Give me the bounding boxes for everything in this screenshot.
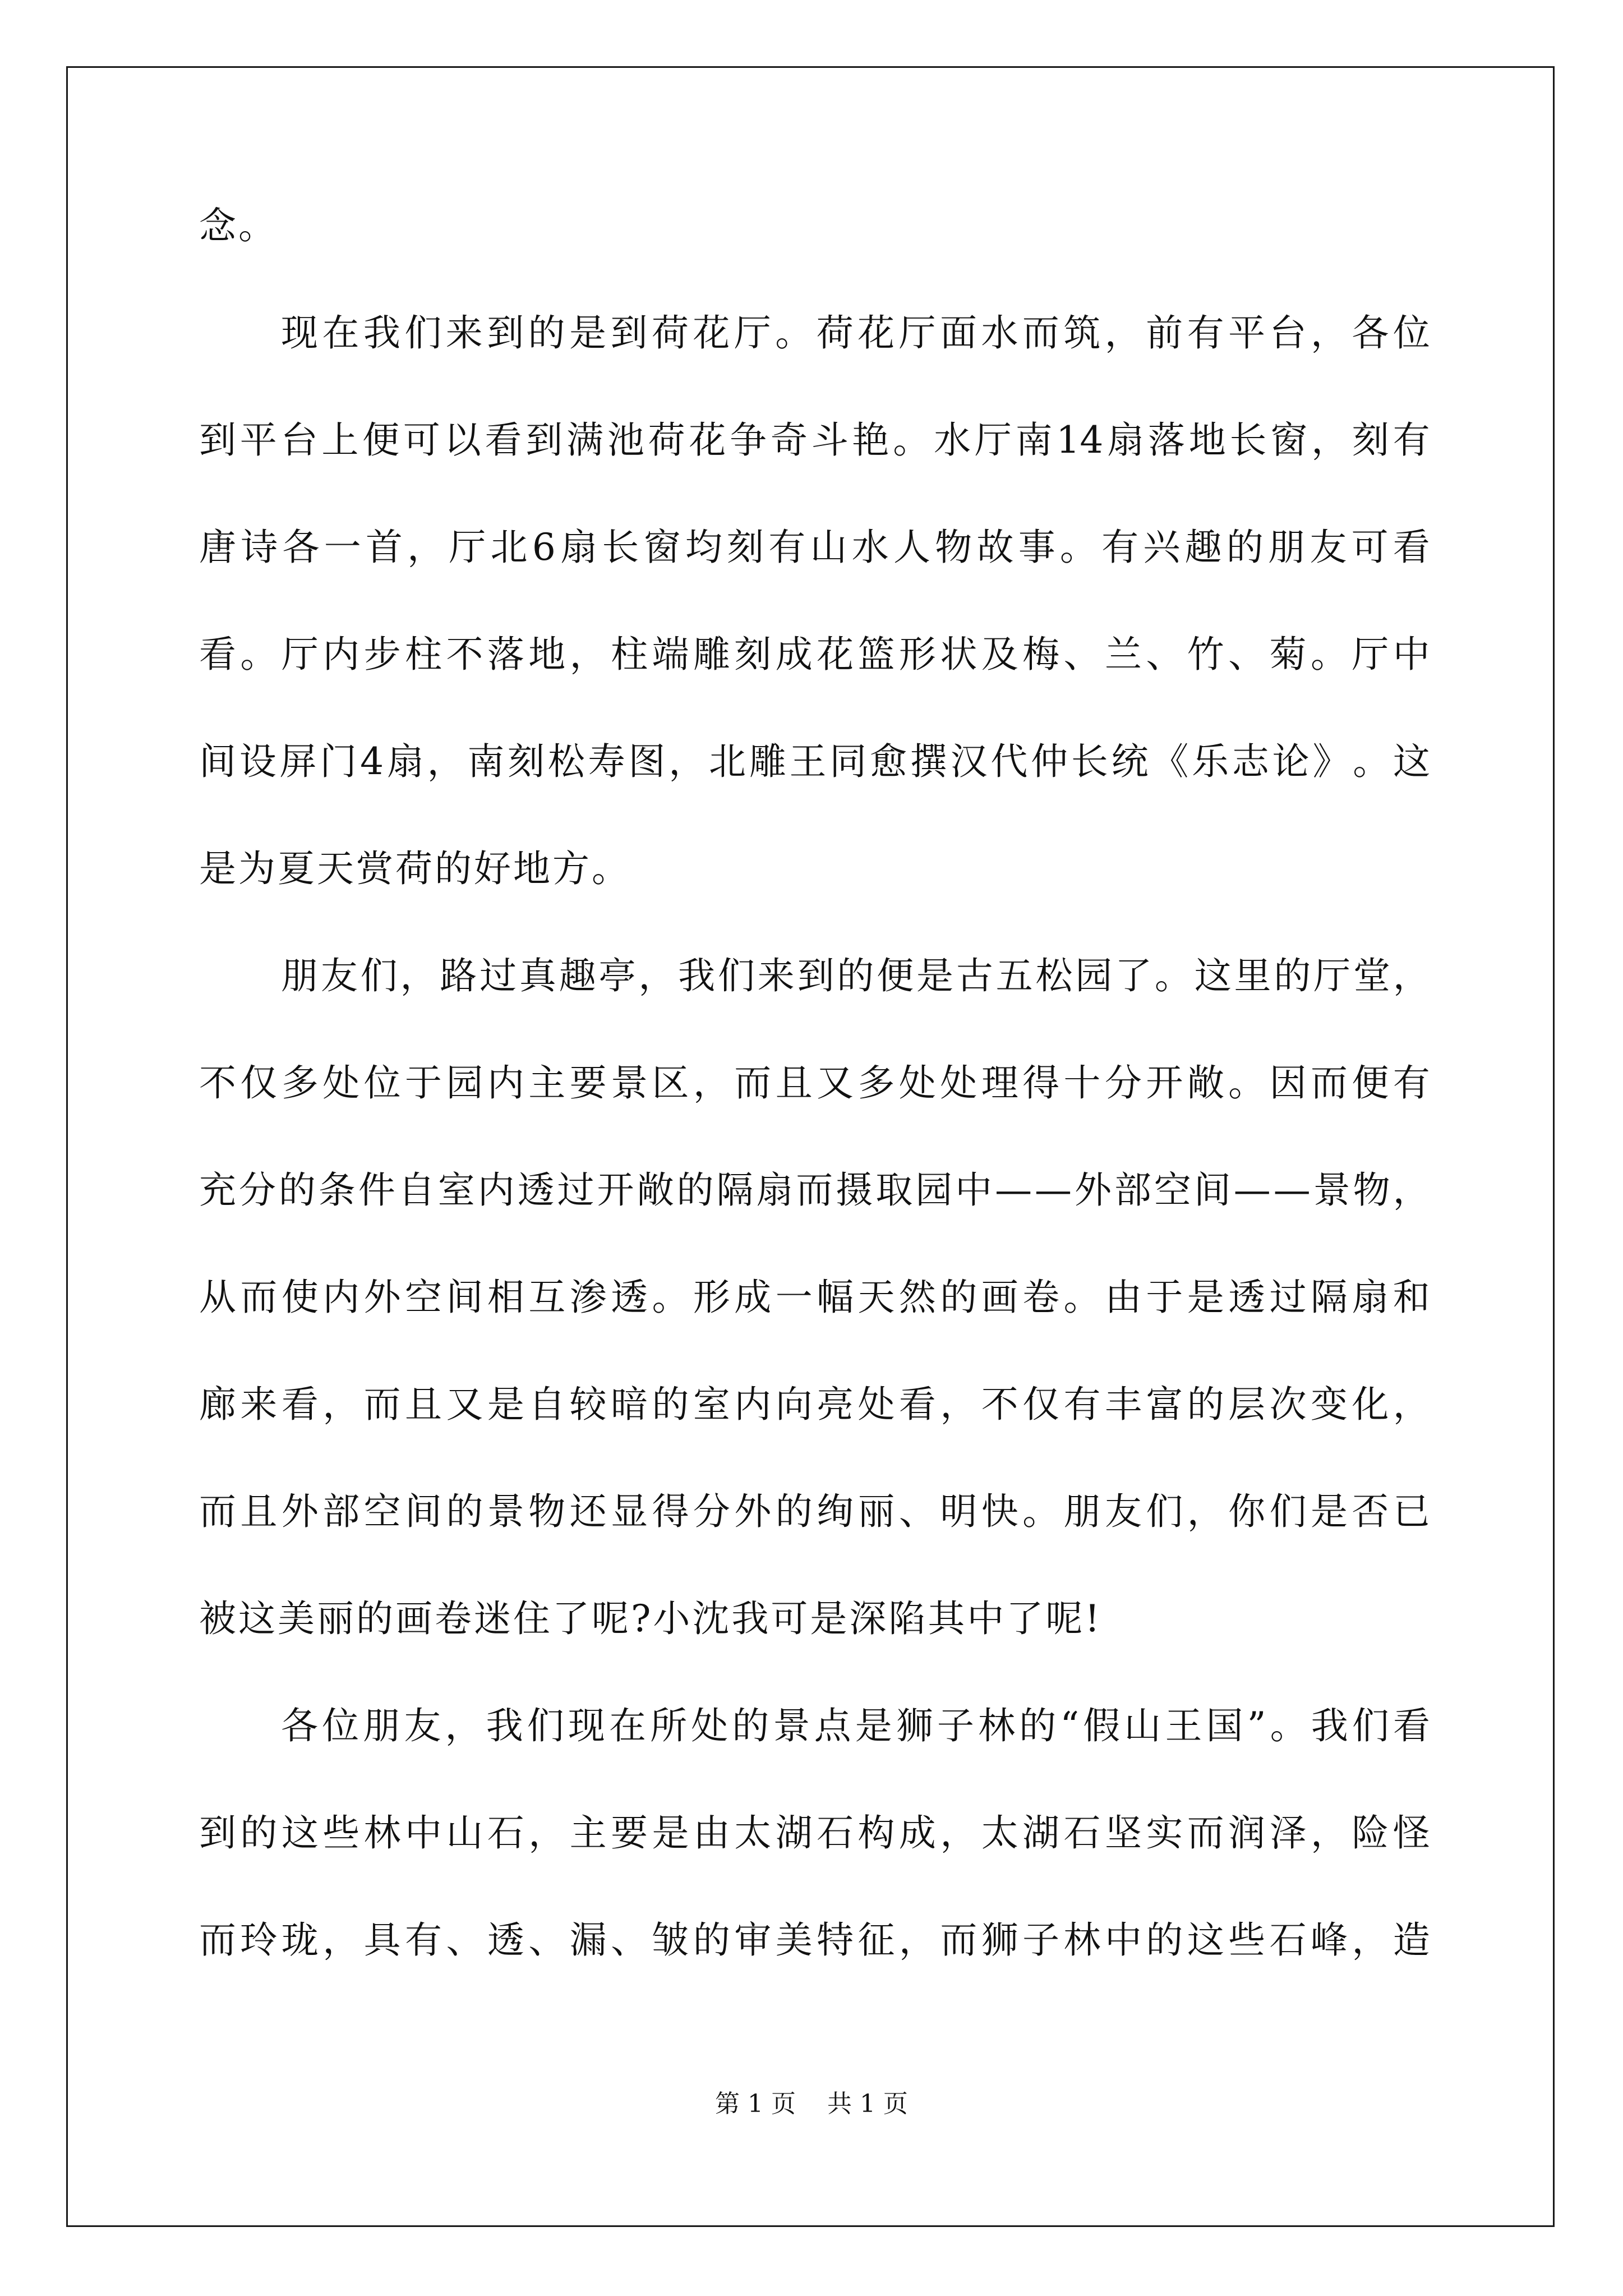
text-line: 充 分 的 条 件 自 室 内 透 过 开 敞 的 隔 扇 而 摄 取 园 中 — — 外 部 空 间 — — 景 物 ，	[199, 1168, 1430, 1212]
text-line: 廊 来 看 ， 而 且 又 是 自 较 暗 的 室 内 向 亮 处 看 ， 不 仅 有 丰 富 的 层 次 变 化 ，	[199, 1383, 1430, 1426]
text-line: 到 的 这 些 林 中 山 石 ， 主 要 是 由 太 湖 石 构 成 ， 太 湖 石 坚 实 而 润 泽 ， 险 怪	[199, 1811, 1430, 1855]
text-line: 现 在 我 们 来 到 的 是 到 荷 花 厅 。 荷 花 厅 面 水 而 筑 ， 前 有 平 台 ， 各 位	[281, 311, 1430, 355]
text-line: 不 仅 多 处 位 于 园 内 主 要 景 区 ， 而 且 又 多 处 处 理 得 十 分 开 敞 。 因 而 便 有	[199, 1061, 1430, 1105]
text-line: 间 设 屏 门 4 扇 ， 南 刻 松 寿 图 ， 北 雕 王 同 愈 撰 汉 代 仲 长 统 《 乐 志 论 》 。 这	[199, 740, 1430, 783]
text-line: 念。	[199, 204, 278, 247]
text-line: 唐 诗 各 一 首 ， 厅 北 6 扇 长 窗 均 刻 有 山 水 人 物 故 事 。 有 兴 趣 的 朋 友 可 看	[199, 526, 1430, 569]
text-line: 朋 友 们 ， 路 过 真 趣 亭 ， 我 们 来 到 的 便 是 古 五 松 园 了 。 这 里 的 厅 堂 ，	[281, 954, 1430, 997]
text-line: 而 玲 珑 ， 具 有 、 透 、 漏 、 皱 的 审 美 特 征 ， 而 狮 子 林 中 的 这 些 石 峰 ， 造	[199, 1918, 1430, 1962]
text-line: 各 位 朋 友 ， 我 们 现 在 所 处 的 景 点 是 狮 子 林 的 “ 假 山 王 国 ” 。 我 们 看	[281, 1704, 1430, 1747]
text-line: 被这美丽的画卷迷住了呢?小沈我可是深陷其中了呢!	[199, 1597, 1102, 1640]
text-line: 是为夏天赏荷的好地方。	[199, 847, 631, 890]
text-line: 从 而 使 内 外 空 间 相 互 渗 透 。 形 成 一 幅 天 然 的 画 卷 。 由 于 是 透 过 隔 扇 和	[199, 1276, 1430, 1319]
document-body	[199, 205, 1430, 2026]
text-line: 看 。 厅 内 步 柱 不 落 地 ， 柱 端 雕 刻 成 花 篮 形 状 及 梅 、 兰 、 竹 、 菊 。 厅 中	[199, 633, 1430, 676]
text-line: 而 且 外 部 空 间 的 景 物 还 显 得 分 外 的 绚 丽 、 明 快 。 朋 友 们 ， 你 们 是 否 已	[199, 1490, 1430, 1533]
text-line: 到 平 台 上 便 可 以 看 到 满 池 荷 花 争 奇 斗 艳 。 水 厅 南 14 扇 落 地 长 窗 ， 刻 有	[199, 418, 1430, 462]
page-footer: 第 1 页 共 1 页	[715, 2090, 908, 2118]
